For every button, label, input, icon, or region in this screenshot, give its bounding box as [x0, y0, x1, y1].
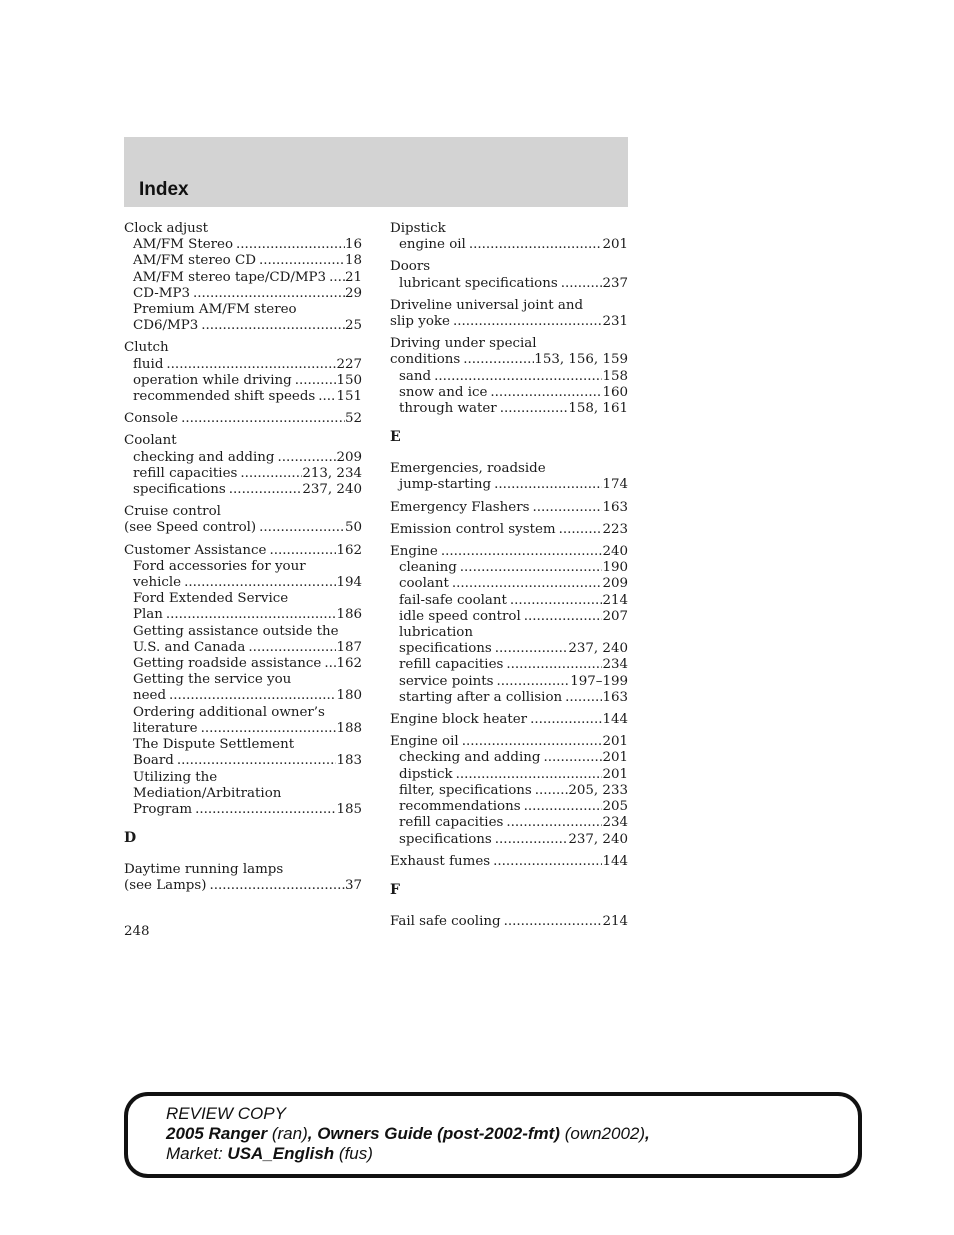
entry-text: checking and adding: [399, 750, 541, 766]
index-subentry: [124, 286, 362, 302]
page-reference: 153, 156, 159: [534, 352, 628, 368]
page-reference: 237, 240: [568, 641, 628, 657]
dot-leader: [266, 543, 336, 559]
entry-text: Getting roadside assistance: [133, 656, 322, 672]
page-reference: 144: [602, 853, 628, 869]
dot-leader: [174, 753, 337, 769]
entry-text: Ford Extended Service: [133, 591, 289, 607]
index-subentry: [124, 770, 362, 786]
page-reference: 237: [602, 275, 628, 291]
page-reference: 209: [602, 576, 628, 592]
index-heading: [124, 862, 362, 878]
page-reference: 201: [602, 734, 628, 750]
index-entry: [390, 500, 628, 516]
index-subentry: [390, 560, 628, 576]
entry-text: AM/FM Stereo: [133, 237, 234, 253]
dot-leader: [487, 385, 602, 401]
entry-text: Getting assistance outside the: [133, 623, 339, 639]
page-reference: 214: [602, 913, 628, 929]
page-reference: 237, 240: [568, 831, 628, 847]
index-heading: [390, 544, 628, 560]
index-subentry: [390, 690, 628, 706]
index-subentry: [390, 276, 628, 292]
dot-leader: [166, 688, 336, 704]
entry-text: fail-safe coolant: [399, 592, 507, 608]
entry-text: Utilizing the: [133, 769, 218, 785]
footer-market-code: (fus): [338, 1144, 373, 1163]
page-reference: 162: [336, 656, 362, 672]
index-subentry: [390, 767, 628, 783]
page-reference: 209: [336, 449, 362, 465]
index-subentry: [390, 674, 628, 690]
dot-leader: [527, 712, 602, 728]
page-reference: 234: [602, 815, 628, 831]
entry-text: checking and adding: [133, 449, 275, 465]
index-heading: [124, 520, 362, 536]
dot-leader: [460, 352, 534, 368]
dot-leader: [431, 369, 602, 385]
review-copy-footer: [124, 1092, 862, 1178]
index-entry: [390, 461, 628, 493]
entry-text: refill capacities: [399, 815, 504, 831]
entry-text: Board: [133, 753, 174, 769]
entry-text: Dipstick: [390, 221, 446, 236]
page-reference: 214: [602, 592, 628, 608]
dot-leader: [491, 477, 602, 493]
index-subentry: [390, 657, 628, 673]
footer-guide-line: [166, 1124, 650, 1144]
page-reference: 29: [344, 285, 362, 301]
page-reference: 52: [344, 411, 362, 427]
dot-leader: [521, 799, 603, 815]
entry-text: Fail safe cooling: [390, 913, 501, 929]
index-heading: [390, 522, 628, 538]
dot-leader: [315, 389, 336, 405]
index-heading: [390, 500, 628, 516]
entry-text: snow and ice: [399, 384, 488, 400]
index-subentry: [124, 753, 362, 769]
index-heading: [390, 336, 628, 352]
entry-text: Emission control system: [390, 521, 556, 537]
footer-text: [166, 1104, 650, 1164]
entry-text: lubricant specifications: [399, 275, 558, 291]
entry-text: (see Speed control): [124, 520, 257, 536]
page-reference: 227: [336, 356, 362, 372]
dot-leader: [453, 767, 603, 783]
index-subentry: [390, 593, 628, 609]
entry-text: lubrication: [399, 625, 473, 641]
index-subentry: [124, 559, 362, 575]
dot-leader: [198, 318, 345, 334]
dot-leader: [163, 357, 336, 373]
index-heading: [390, 712, 628, 728]
index-subentry: [124, 389, 362, 405]
entry-text: jump-starting: [399, 477, 492, 493]
index-subentry: [390, 385, 628, 401]
index-entry: [390, 259, 628, 291]
entry-text: starting after a collision: [399, 689, 563, 705]
index-subentry: [390, 576, 628, 592]
index-subentry: [124, 624, 362, 640]
page-reference: 186: [336, 607, 362, 623]
page-reference: 50: [344, 520, 362, 536]
index-heading: [390, 352, 628, 368]
entry-text: Driveline universal joint and: [390, 297, 584, 313]
dot-leader: [321, 656, 336, 672]
index-entry: [390, 734, 628, 847]
index-heading: [124, 411, 362, 427]
index-entry: [390, 854, 628, 870]
dot-leader: [532, 783, 569, 799]
index-subentry: [124, 591, 362, 607]
entry-text: CD6/MP3: [133, 318, 199, 334]
entry-text: Engine: [390, 544, 438, 560]
entry-text: Clock adjust: [124, 221, 209, 236]
index-heading: [124, 340, 362, 356]
index-heading: [124, 543, 362, 559]
dot-leader: [226, 482, 303, 498]
index-entry: [390, 544, 628, 706]
index-column-right: [390, 221, 628, 936]
entry-text: Emergencies, roadside: [390, 461, 546, 477]
index-heading: [390, 314, 628, 330]
index-subentry: [124, 802, 362, 818]
entry-text: refill capacities: [399, 657, 504, 673]
index-heading: [390, 298, 628, 314]
dot-leader: [256, 520, 345, 536]
entry-text: Clutch: [124, 340, 169, 356]
page-reference: 187: [336, 639, 362, 655]
page-reference: 16: [344, 237, 362, 253]
entry-text: CD-MP3: [133, 285, 190, 301]
dot-leader: [206, 878, 345, 894]
entry-text: Ford accessories for your: [133, 558, 306, 574]
dot-leader: [192, 802, 336, 818]
page-reference: 234: [602, 657, 628, 673]
index-entry: [124, 862, 362, 894]
page-title: Index: [139, 179, 189, 200]
dot-leader: [292, 373, 337, 389]
dot-leader: [438, 544, 603, 560]
footer-model-code: (ran): [271, 1124, 308, 1143]
index-subentry: [390, 401, 628, 417]
index-subentry: [124, 705, 362, 721]
index-subentry: [390, 609, 628, 625]
footer-model: 2005 Ranger: [166, 1124, 268, 1143]
page-reference: 213, 234: [302, 465, 362, 481]
footer-guide-code: (own2002): [564, 1124, 646, 1143]
entry-text: engine oil: [399, 237, 466, 253]
page-reference: 223: [602, 521, 628, 537]
dot-leader: [233, 237, 345, 253]
dot-leader: [256, 253, 345, 269]
index-entry: [390, 298, 628, 330]
entry-text: AM/FM stereo tape/CD/MP3: [133, 269, 327, 285]
index-heading: [390, 734, 628, 750]
index-heading: [390, 461, 628, 477]
entry-text: Coolant: [124, 433, 177, 449]
page-reference: 201: [602, 237, 628, 253]
section-letter: E: [390, 429, 401, 446]
index-subentry: [124, 357, 362, 373]
dot-leader: [237, 466, 302, 482]
entry-text: sand: [399, 368, 432, 384]
dot-leader: [459, 734, 603, 750]
index-subentry: [124, 482, 362, 498]
index-subentry: [124, 373, 362, 389]
entry-text: dipstick: [399, 766, 453, 782]
entry-text: specifications: [133, 482, 226, 498]
entry-text: (see Lamps): [124, 878, 207, 894]
index-header-band: [124, 137, 628, 207]
index-heading: [390, 854, 628, 870]
entry-text: operation while driving: [133, 372, 292, 388]
index-subentry: [390, 832, 628, 848]
page-reference: 205, 233: [568, 782, 628, 798]
index-heading: [124, 504, 362, 520]
dot-leader: [492, 832, 569, 848]
footer-guide: , Owners Guide (post-2002-fmt): [307, 1124, 560, 1143]
section-letter: F: [390, 881, 400, 898]
dot-leader: [181, 575, 336, 591]
entry-text: vehicle: [133, 575, 182, 591]
index-heading: [124, 878, 362, 894]
page-reference: 237, 240: [302, 482, 362, 498]
dot-leader: [503, 815, 602, 831]
index-entry: [390, 336, 628, 417]
index-subentry: [124, 688, 362, 704]
index-entry: [124, 411, 362, 427]
page-reference: 197–199: [570, 673, 628, 689]
dot-leader: [274, 450, 336, 466]
entry-text: U.S. and Canada: [133, 639, 246, 655]
dot-leader: [163, 607, 337, 623]
dot-leader: [466, 237, 603, 253]
dot-leader: [501, 914, 603, 930]
page-number: 248: [124, 924, 150, 939]
entry-text: Mediation/Arbitration: [133, 785, 282, 801]
index-subentry: [390, 799, 628, 815]
footer-comma: ,: [645, 1124, 650, 1143]
index-heading: [124, 433, 362, 449]
entry-text: Engine block heater: [390, 712, 528, 728]
page-reference: 205: [602, 799, 628, 815]
page-reference: 174: [602, 477, 628, 493]
index-subentry: [124, 672, 362, 688]
entry-text: Premium AM/FM stereo: [133, 302, 297, 318]
page-reference: 183: [336, 753, 362, 769]
index-subentry: [124, 466, 362, 482]
index-subentry: [124, 302, 362, 318]
entry-text: specifications: [399, 641, 492, 657]
entry-text: Doors: [390, 259, 431, 275]
index-column-left: [124, 221, 362, 901]
footer-market: USA_English: [227, 1144, 335, 1163]
page-reference: 18: [344, 253, 362, 269]
index-entry: [124, 543, 362, 818]
page-reference: 201: [602, 750, 628, 766]
index-subentry: [390, 641, 628, 657]
page-reference: 162: [336, 542, 362, 558]
index-subentry: [124, 786, 362, 802]
entry-text: Driving under special: [390, 336, 537, 352]
index-subentry: [124, 607, 362, 623]
index-entry: [124, 433, 362, 498]
entry-text: Plan: [133, 607, 163, 623]
entry-text: recommended shift speeds: [133, 389, 316, 405]
entry-text: Daytime running lamps: [124, 862, 284, 878]
index-subentry: [124, 640, 362, 656]
footer-market-label: Market:: [166, 1144, 223, 1163]
entry-text: literature: [133, 720, 198, 736]
index-entry: [390, 522, 628, 538]
index-entry: [124, 340, 362, 405]
page-reference: 201: [602, 766, 628, 782]
index-heading: [390, 914, 628, 930]
index-subentry: [390, 477, 628, 493]
index-subentry: [124, 318, 362, 334]
index-subentry: [390, 625, 628, 641]
dot-leader: [558, 276, 603, 292]
dot-leader: [450, 314, 603, 330]
index-entry: [124, 221, 362, 334]
index-heading: [390, 259, 628, 275]
page-reference: 163: [602, 689, 628, 705]
page-reference: 158: [602, 368, 628, 384]
dot-leader: [457, 560, 603, 576]
page-reference: 185: [336, 801, 362, 817]
entry-text: Console: [124, 411, 179, 427]
entry-text: Cruise control: [124, 504, 221, 520]
section-letter: D: [124, 830, 137, 847]
index-heading: [124, 221, 362, 237]
index-entry: [390, 914, 628, 930]
index-subentry: [390, 783, 628, 799]
entry-text: Ordering additional owner’s: [133, 704, 325, 720]
dot-leader: [507, 593, 603, 609]
entry-text: The Dispute Settlement: [133, 737, 295, 753]
entry-text: Engine oil: [390, 734, 459, 750]
entry-text: AM/FM stereo CD: [133, 253, 256, 269]
page-reference: 144: [602, 712, 628, 728]
page-reference: 160: [602, 384, 628, 400]
index-subentry: [390, 750, 628, 766]
dot-leader: [530, 500, 603, 516]
index-subentry: [390, 369, 628, 385]
page-reference: 25: [344, 318, 362, 334]
index-subentry: [124, 270, 362, 286]
dot-leader: [540, 750, 602, 766]
page-reference: 190: [602, 560, 628, 576]
footer-review-line: REVIEW COPY: [166, 1104, 286, 1123]
dot-leader: [503, 657, 602, 673]
index-entry: [390, 712, 628, 728]
entry-text: fluid: [133, 356, 164, 372]
page-reference: 163: [602, 499, 628, 515]
dot-leader: [492, 641, 569, 657]
page-reference: 21: [344, 269, 362, 285]
dot-leader: [178, 411, 345, 427]
index-subentry: [124, 237, 362, 253]
entry-text: Customer Assistance: [124, 542, 267, 558]
entry-text: service points: [399, 673, 494, 689]
entry-text: need: [133, 688, 167, 704]
entry-text: conditions: [390, 352, 461, 368]
page-reference: 37: [344, 878, 362, 894]
entry-text: coolant: [399, 576, 449, 592]
entry-text: through water: [399, 401, 497, 417]
dot-leader: [494, 674, 571, 690]
index-heading: [390, 221, 628, 237]
entry-text: specifications: [399, 831, 492, 847]
dot-leader: [190, 286, 345, 302]
dot-leader: [326, 270, 345, 286]
entry-text: slip yoke: [390, 314, 450, 330]
index-entry: [124, 504, 362, 536]
dot-leader: [562, 690, 602, 706]
index-subentry: [124, 737, 362, 753]
dot-leader: [245, 640, 336, 656]
index-subentry: [124, 450, 362, 466]
entry-text: Exhaust fumes: [390, 853, 491, 869]
entry-text: Program: [133, 801, 193, 817]
page-reference: 151: [336, 389, 362, 405]
page-reference: 158, 161: [568, 401, 628, 417]
page-reference: 231: [602, 314, 628, 330]
entry-text: refill capacities: [133, 465, 238, 481]
dot-leader: [198, 721, 337, 737]
index-subentry: [390, 237, 628, 253]
index-subentry: [124, 575, 362, 591]
page-reference: 194: [336, 575, 362, 591]
entry-text: recommendations: [399, 799, 521, 815]
page-reference: 180: [336, 688, 362, 704]
page-reference: 240: [602, 544, 628, 560]
dot-leader: [556, 522, 603, 538]
index-subentry: [124, 656, 362, 672]
dot-leader: [490, 854, 602, 870]
dot-leader: [449, 576, 603, 592]
page-reference: 188: [336, 720, 362, 736]
index-entry: [390, 221, 628, 253]
index-subentry: [124, 721, 362, 737]
page-reference: 207: [602, 608, 628, 624]
entry-text: Emergency Flashers: [390, 499, 530, 515]
page-reference: 150: [336, 372, 362, 388]
index-subentry: [124, 253, 362, 269]
entry-text: idle speed control: [399, 608, 521, 624]
entry-text: filter, specifications: [399, 782, 532, 798]
dot-leader: [521, 609, 603, 625]
index-subentry: [390, 815, 628, 831]
footer-market-line: [166, 1144, 650, 1164]
entry-text: cleaning: [399, 560, 457, 576]
dot-leader: [497, 401, 569, 417]
entry-text: Getting the service you: [133, 672, 292, 688]
